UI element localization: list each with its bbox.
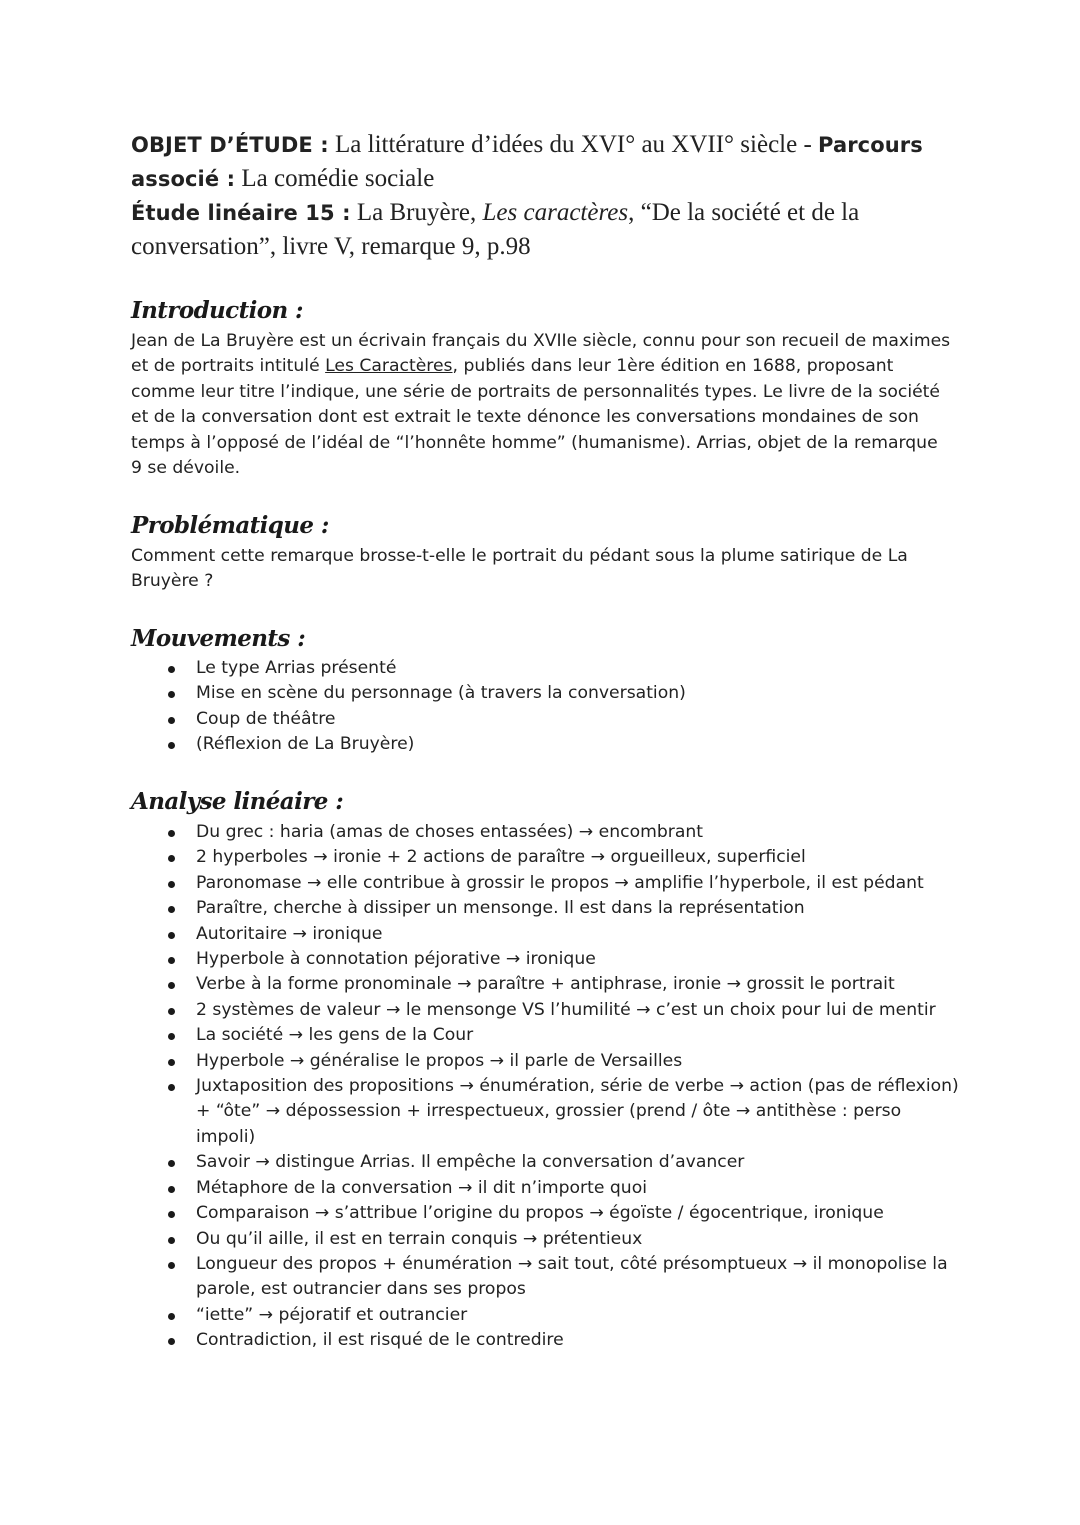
list-item: 2 systèmes de valeur → le mensonge VS l’humilité → c’est un choix pour lui de mentir bbox=[131, 998, 961, 1023]
list-item: Paronomase → elle contribue à grossir le propos → amplifie l’hyperbole, il est pédant bbox=[131, 871, 961, 896]
list-item: Juxtaposition des propositions → énumération, série de verbe → action (pas de réflexion) + “ôte” → dépossession + irrespectueux, grossier (prend / ôte → antithèse : perso impoli) bbox=[131, 1074, 961, 1150]
analyse-heading: Analyse linéaire : bbox=[131, 788, 344, 815]
list-item: Ou qu’il aille, il est en terrain conquis → prétentieux bbox=[131, 1227, 961, 1252]
list-item: Hyperbole à connotation péjorative → ironique bbox=[131, 947, 961, 972]
introduction-text-2: , publiés dans leur 1ère édition en 1688, proposant comme leur titre l’indique, une série de portraits de personnalités types. Le livre de la société et de la conversation dont est extrait le texte dénonce les conversations mondaines de son temps à l’opposé de l’idéal de “l’honnête homme” (humanisme). Arrias, objet de la remarque 9 se dévoile. bbox=[131, 356, 940, 479]
list-item: Verbe à la forme pronominale → paraître + antiphrase, ironie → grossit le portrait bbox=[131, 972, 961, 997]
document-page bbox=[131, 128, 961, 1351]
etude-text-2: , “De la société et de la conversation”, livre V, remarque 9, p.98 bbox=[131, 199, 860, 260]
list-item: Paraître, cherche à dissiper un mensonge. Il est dans la représentation bbox=[131, 896, 961, 921]
list-item: Le type Arrias présenté bbox=[131, 656, 961, 681]
problematique-heading: Problématique : bbox=[131, 512, 329, 539]
list-item: 2 hyperboles → ironie + 2 actions de paraître → orgueilleux, superficiel bbox=[131, 845, 961, 870]
document-header bbox=[131, 128, 961, 264]
parcours-text: La comédie sociale bbox=[235, 165, 435, 192]
list-item: Coup de théâtre bbox=[131, 707, 961, 732]
list-item: Savoir → distingue Arrias. Il empêche la conversation d’avancer bbox=[131, 1150, 961, 1175]
etude-book-title: Les caractères bbox=[482, 199, 629, 226]
objet-text: La littérature d’idées du XVI° au XVII° siècle - bbox=[328, 131, 819, 158]
introduction-paragraph bbox=[131, 329, 951, 481]
mouvements-heading: Mouvements : bbox=[131, 625, 306, 652]
mouvements-list bbox=[131, 656, 961, 758]
list-item: Métaphore de la conversation → il dit n’importe quoi bbox=[131, 1176, 961, 1201]
list-item: Hyperbole → généralise le propos → il parle de Versailles bbox=[131, 1049, 961, 1074]
objet-label: OBJET D’ÉTUDE : bbox=[131, 133, 329, 157]
parcours-label: Parcours associé : bbox=[131, 133, 923, 191]
list-item: Longueur des propos + énumération → sait tout, côté présomptueux → il monopolise la parole, est outrancier dans ses propos bbox=[131, 1252, 961, 1303]
introduction-book-title: Les Caractères bbox=[325, 356, 453, 377]
list-item: Contradiction, il est risqué de le contredire bbox=[131, 1328, 961, 1353]
list-item: (Réflexion de La Bruyère) bbox=[131, 732, 961, 757]
list-item: “iette” → péjoratif et outrancier bbox=[131, 1303, 961, 1328]
list-item: Du grec : haria (amas de choses entassées) → encombrant bbox=[131, 820, 961, 845]
introduction-text-1: Jean de La Bruyère est un écrivain français du XVIIe siècle, connu pour son recueil de maximes et de portraits intitulé bbox=[131, 331, 951, 377]
problematique-paragraph: Comment cette remarque brosse-t-elle le portrait du pédant sous la plume satirique de La Bruyère ? bbox=[131, 546, 908, 592]
list-item: Mise en scène du personnage (à travers la conversation) bbox=[131, 681, 961, 706]
analyse-list bbox=[131, 820, 961, 1354]
list-item: Comparaison → s’attribue l’origine du propos → égoïste / égocentrique, ironique bbox=[131, 1201, 961, 1226]
list-item: Autoritaire → ironique bbox=[131, 922, 961, 947]
etude-label: Étude linéaire 15 : bbox=[131, 201, 351, 225]
list-item: La société → les gens de la Cour bbox=[131, 1023, 961, 1048]
etude-text-1: La Bruyère, bbox=[350, 199, 483, 226]
introduction-heading: Introduction : bbox=[131, 297, 303, 324]
